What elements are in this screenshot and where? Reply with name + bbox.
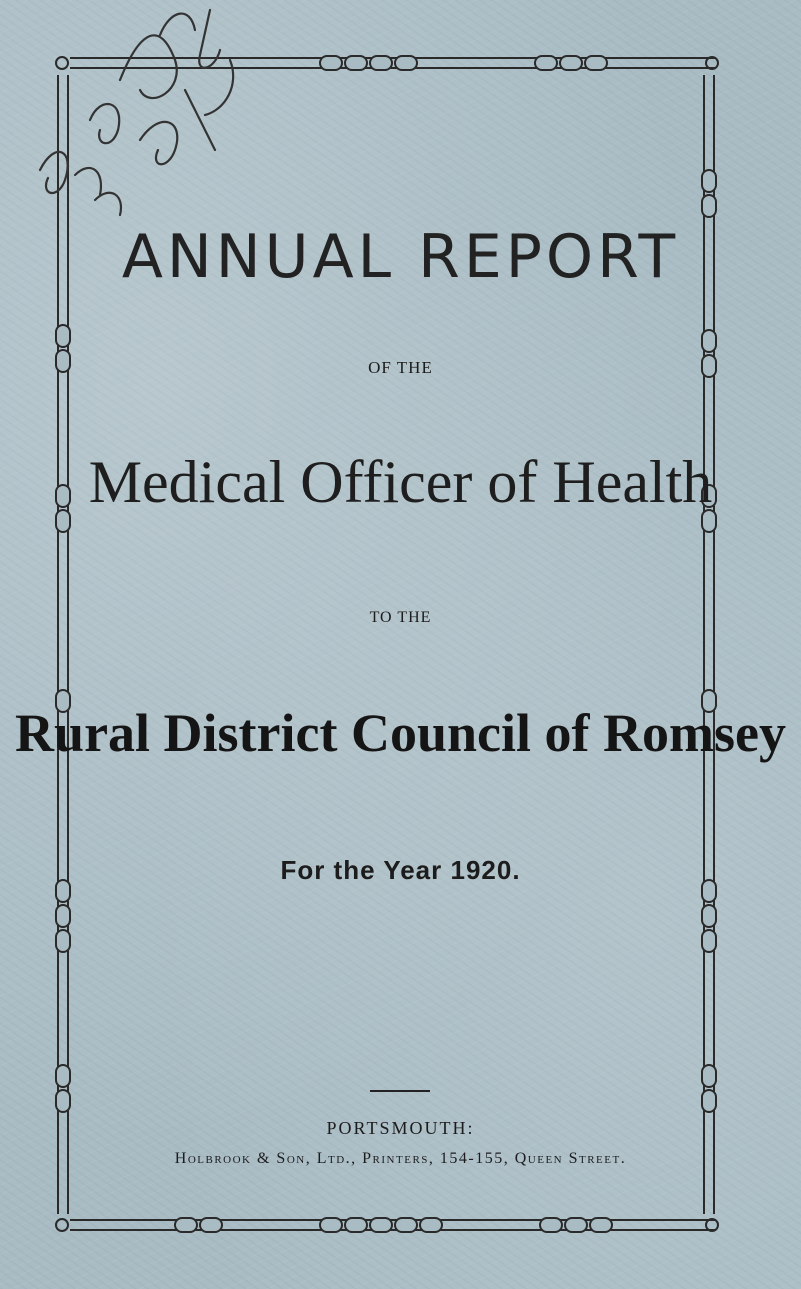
to-the-line: TO THE — [369, 609, 432, 626]
council-heading: Rural District Council of Romsey — [15, 703, 786, 763]
report-title: ANNUAL REPORT — [121, 222, 680, 292]
divider-rule — [370, 1090, 430, 1092]
printer-line: Holbrook & Son, Ltd., Printers, 154-155, Queen Street. — [174, 1150, 627, 1167]
print-place: PORTSMOUTH: — [326, 1118, 475, 1138]
report-year: For the Year 1920. — [280, 855, 521, 885]
of-the-line: OF THE — [368, 358, 433, 377]
officer-heading: Medical Officer of Health — [88, 449, 713, 515]
